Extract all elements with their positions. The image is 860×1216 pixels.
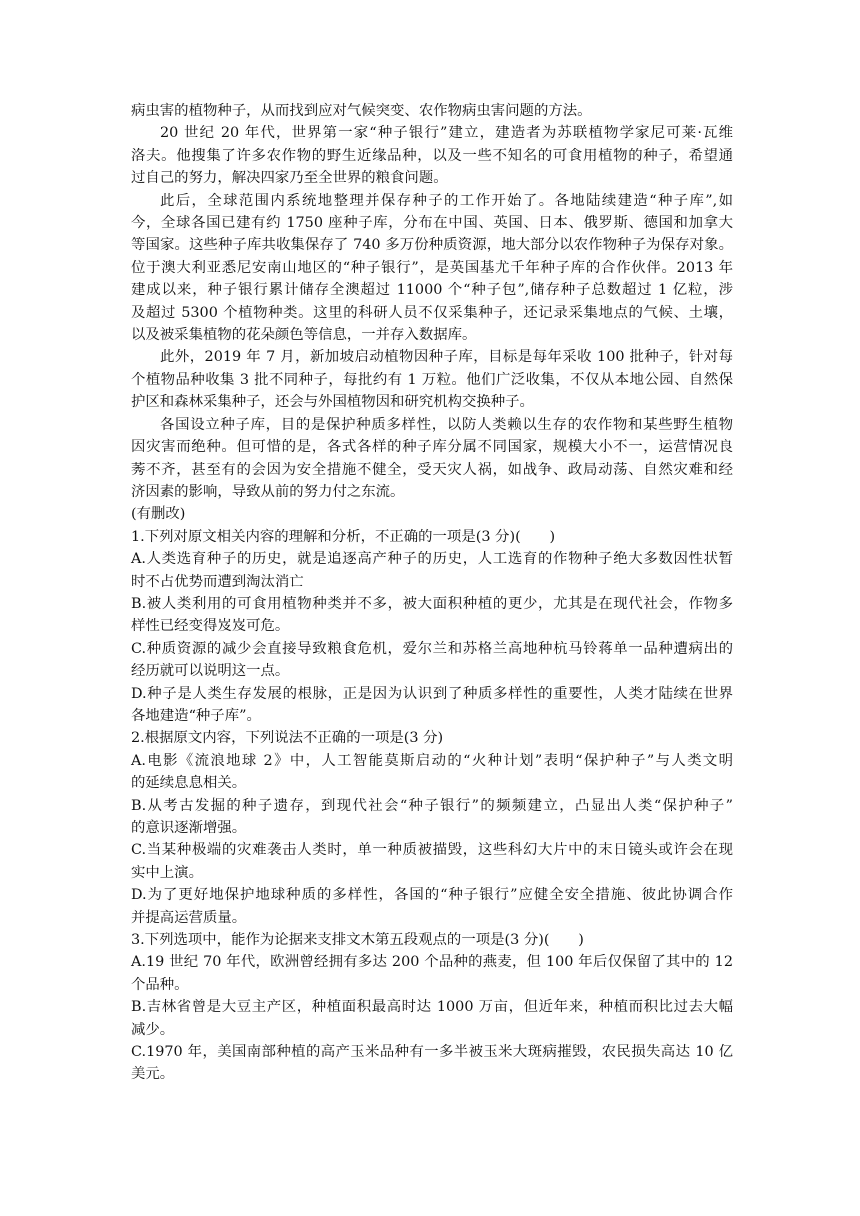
text-line: A.19 世纪 70 年代，欧洲曾经拥有多达 200 个品种的燕麦，但 100 年后仅保留了其中的 12: [131, 954, 733, 971]
text-line: 及超过 5300 个植物种类。这里的科研人员不仅采集种子，还记录采集地点的气候、土壤，: [131, 304, 733, 321]
text-line: A.电影《流浪地球 2》中，人工智能莫斯启动的“火种计划”表明“保护种子”与人类文明: [131, 752, 733, 769]
text-line: 今，全球各国已建有约 1750 座种子库，分布在中国、英国、日本、俄罗斯、德国和加拿大: [131, 215, 733, 232]
text-line: 美元。: [131, 1066, 175, 1083]
text-line: 病虫害的植物种子，从而找到应对气候突变、农作物病虫害问题的方法。: [131, 103, 592, 119]
text-line: 此外，2019 年 7 月，新加坡启动植物因种子库，目标是每年采收 100 批种子，针对每: [160, 349, 733, 366]
text-line: 建成以来，种子银行累计储存全澳超过 11000 个“种子包”,储存种子总数超过 1 亿粒，涉: [131, 282, 733, 299]
text-line: C.种质资源的减少会直接导致粮食危机，爱尔兰和苏格兰高地种杭马铃蒋单一品种遭病出的: [131, 640, 733, 657]
text-line: 因灾害而绝种。但可惜的是，各式各样的种子库分属不同国家，规模大小不一，运营情况良: [131, 439, 733, 456]
text-line: 1.下列对原文相关内容的理解和分析，不正确的一项是(3 分)( ): [131, 528, 556, 545]
text-line: A.人类选育种子的历史，就是追逐高产种子的历史，人工选育的作物种子绝大多数因性状暂: [131, 551, 733, 568]
text-line: D.种子是人类生存发展的根脉，正是因为认识到了种质多样性的重要性，人类才陆续在世界: [131, 685, 733, 702]
text-line: 20 世纪 20 年代，世界第一家“种子银行”建立，建造者为苏联植物学家尼可莱·瓦维: [160, 125, 733, 142]
text-line: 莠不齐，甚至有的会因为安全措施不健全，受天灾人祸，如战争、政局动荡、自然灾难和经: [131, 461, 733, 478]
text-line: 的延续息息相关。: [131, 775, 247, 792]
text-line: 经历就可以说明这一点。: [131, 663, 290, 680]
text-line: 减少。: [131, 1021, 175, 1038]
text-line: 各国设立种子库，目的是保护种质多样性，以防人类赖以生存的农作物和某些野生植物: [160, 416, 733, 433]
text-line: C.1970 年，美国南部种植的高产玉米品种有一多半被玉米大斑病摧毁，农民损失高达 10 亿: [131, 1044, 733, 1061]
text-line: 护区和森林采集种子，还会与外国植物因和研究机构交换种子。: [131, 394, 534, 411]
text-line: 以及被采集植物的花朵颜色等信息，一并存入数据库。: [131, 327, 477, 344]
text-line: 济因素的影响，导致从前的努力付之东流。: [131, 483, 405, 500]
text-line: B.从考古发掘的种子遗存，到现代社会“种子银行”的频频建立，凸显出人类“保护种子”: [131, 797, 733, 814]
text-line: C.当某种极端的灾难袭击人类时，单一种质被描毁，这些科幻大片中的末日镜头或许会在现: [131, 842, 733, 859]
text-line: 的意识逐渐增强。: [131, 820, 247, 836]
text-line: B.被人类利用的可食用植物种类并不多，被大面积种植的更少，尤其是在现代社会，作物多: [131, 595, 733, 612]
text-line: 个品种。: [131, 976, 189, 993]
text-line: (有删改): [131, 506, 186, 523]
text-line: D.为了更好地保护地球种质的多样性，各国的“种子银行”应健全安全措施、彼此协调合作: [131, 887, 733, 904]
text-line: 并提高运营质量。: [131, 909, 247, 926]
text-line: 过自己的努力，解决四家乃至全世界的粮食问题。: [131, 170, 448, 187]
text-line: B.吉林省曾是大豆主产区，种植面积最高时达 1000 万亩，但近年来，种植而积比过去大幅: [131, 999, 733, 1016]
text-line: 位于澳大利亚悉尼安南山地区的“种子银行”，是英国基尤千年种子库的合作伙伴。2013 年: [131, 259, 733, 276]
text-line: 样性已经变得岌岌可危。: [131, 618, 290, 635]
text-line: 个植物品种收集 3 批不同种子，每批约有 1 万粒。他们广泛收集，不仅从本地公园、自然保: [131, 371, 733, 388]
text-line: 洛夫。他搜集了许多农作物的野生近缘品种，以及一些不知名的可食用植物的种子，希望通: [131, 147, 733, 164]
text-line: 此后，全球范围内系统地整理并保存种子的工作开始了。各地陆续建造“种子库”,如: [160, 192, 733, 209]
text-line: 实中上演。: [131, 864, 203, 881]
text-line: 各地建造“种子库”。: [131, 707, 261, 724]
text-line: 等国家。这些种子库共收集保存了 740 多万份种质资源，地大部分以农作物种子为保存对象。: [131, 237, 733, 254]
text-line: 2.根据原文内容，下列说法不正确的一项是(3 分): [131, 730, 444, 747]
text-line: 3.下列选项中，能作为论据来支排文木第五段观点的一项是(3 分)( ): [131, 932, 584, 949]
document-body: [131, 100, 733, 1086]
text-line: 时不占优势而遭到淘汰消亡: [131, 573, 304, 590]
